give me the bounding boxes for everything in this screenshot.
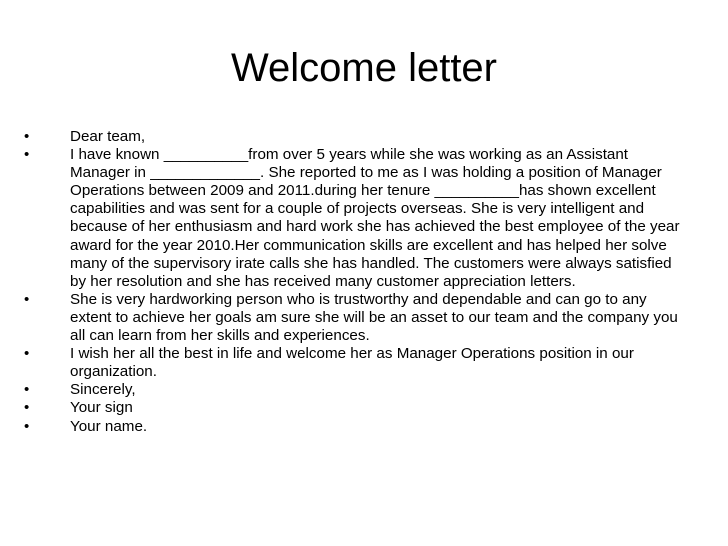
bullet-dot: • [24,128,30,145]
slide-title: Welcome letter [230,46,497,90]
bullet-text: Your sign [70,399,133,417]
bullet-dot: • [24,146,30,164]
bullet-item-qualities [24,291,684,345]
bullet-dot: • [24,345,30,363]
bullet-text: Dear team, [70,128,146,145]
bullet-text: She is very hardworking person who is trustworthy and dependable and can go to any extent to achieve her goals am sure she will be an asset to our team and the company you all can learn from her skills and experiences. [70,290,678,345]
bullet-dot: • [24,417,30,435]
bullet-item-welcome [24,345,684,381]
bullet-dot: • [24,381,30,399]
bullet-item-name [24,418,684,436]
bullet-item-signature [24,399,684,417]
bullet-list [24,128,684,436]
bullet-text: I wish her all the best in life and welcome her as Manager Operations position in our organization. [70,345,634,381]
bullet-text: I have known __________from over 5 years while she was working as an Assistant Manager in _____________. She reported to me as I was holding a position of Manager Operations between 2009 and 2011.during her tenure __________has shown excellent capabilities and was sent for a couple of projects overseas. She is very intelligent and because of her enthusiasm and hard work she has achieved the best employee of the year award for the year 2010.Her communication skills are excellent and has helped her solve many of the supervisory irate calls she has handled. The customers were always satisfied by her resolution and she has received many customer appreciation letters. [70,146,680,290]
bullet-item-closing [24,381,684,399]
bullet-dot: • [24,290,30,308]
bullet-item-greeting [24,128,684,146]
bullet-item-introduction [24,146,684,291]
bullet-text: Your name. [70,417,148,435]
bullet-text: Sincerely, [70,381,136,399]
bullet-dot: • [24,399,30,417]
